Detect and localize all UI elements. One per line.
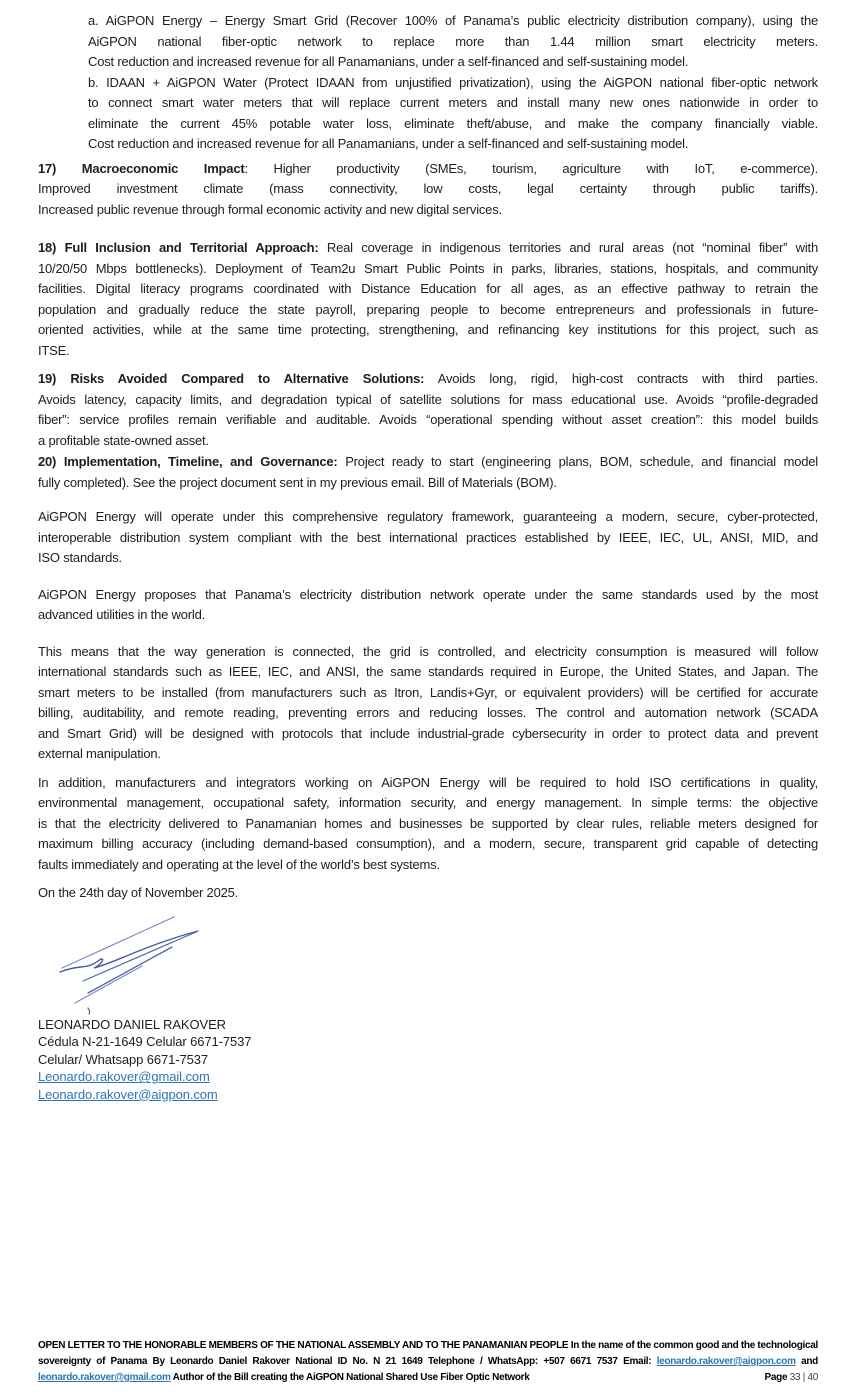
paragraph-international-standards bbox=[38, 642, 818, 765]
paragraph-a-aigpon-energy bbox=[38, 11, 818, 73]
text-line bbox=[38, 834, 818, 855]
text-run: international standards such as IEEE, IEC, and ANSI, the same standards required in Europe, the United States, and Japan. The bbox=[38, 664, 818, 679]
text-line bbox=[38, 528, 818, 549]
text-line bbox=[38, 431, 818, 452]
text-run: oriented activities, while at the same time protecting, strengthening, and refinancing key institutions for this project, such as bbox=[38, 322, 818, 337]
signatory-email-row bbox=[38, 1068, 251, 1085]
footer-text: sovereignty of Panama By Leonardo Daniel Rakover National ID No. N 21 1649 Telephone / WhatsApp: +507 6671 7537 Email: bbox=[38, 1356, 657, 1367]
bold-text-run: 18) Full Inclusion and Territorial Approach: bbox=[38, 240, 319, 255]
paragraph-date-line bbox=[38, 883, 818, 904]
text-run: Cost reduction and increased revenue for all Panamanians, under a self-financed and self-sustaining model. bbox=[88, 54, 689, 69]
text-run: population and gradually reduce the state payroll, preparing people to become entrepreneurs and professionals in future- bbox=[38, 301, 818, 317]
text-line bbox=[38, 724, 818, 745]
paragraph-regulatory-framework bbox=[38, 507, 818, 569]
text-line bbox=[38, 585, 818, 606]
text-line bbox=[38, 773, 818, 794]
footer-left bbox=[38, 1370, 530, 1386]
text-run: billing, auditability, and remote reading, preventing errors and reducing losses. The control and automation network (SCADA bbox=[38, 705, 818, 720]
text-line bbox=[38, 744, 818, 765]
text-line bbox=[38, 703, 818, 724]
paragraph-b-idaan-water bbox=[38, 73, 818, 155]
page-number-label: Page bbox=[764, 1372, 788, 1383]
text-line bbox=[38, 179, 818, 200]
text-run: is that the electricity delivered to Panamanian homes and businesses be supported by clear rules, reliable meters designed for bbox=[38, 815, 818, 831]
text-run: Increased public revenue through formal economic activity and new digital services. bbox=[38, 201, 502, 217]
paragraph-19-risks-avoided bbox=[38, 369, 818, 451]
text-run: This means that the way generation is connected, the grid is controlled, and electricity consumption is measured will follow bbox=[38, 643, 818, 659]
bold-text-run: 20) Implementation, Timeline, and Governance: bbox=[38, 454, 338, 469]
text-line bbox=[88, 93, 818, 114]
footer-line-2 bbox=[38, 1354, 818, 1370]
text-run: On the 24th day of November 2025. bbox=[38, 885, 239, 900]
text-run: to connect smart water meters that will replace current meters and install many new ones nationwide in order to bbox=[88, 95, 818, 110]
footer-line-1: OPEN LETTER TO THE HONORABLE MEMBERS OF THE NATIONAL ASSEMBLY AND TO THE PANAMANIAN PEOPLE In the name of the common good and the technological bbox=[38, 1340, 818, 1351]
text-run: smart meters to be installed (from manufacturers such as Itron, Landis+Gyr, or equivalent providers) will be certified for accurate bbox=[38, 684, 818, 700]
text-run: ISO standards. bbox=[38, 550, 122, 565]
signature-block bbox=[38, 1016, 251, 1103]
text-run: b. IDAAN + AiGPON Water (Protect IDAAN from unjustified privatization), using the AiGPON national fiber-optic network bbox=[88, 74, 818, 90]
text-line bbox=[88, 114, 818, 135]
text-line bbox=[38, 341, 818, 362]
text-run: Real coverage in indigenous territories and rural areas (not “nominal fiber” with bbox=[318, 240, 819, 255]
footer-text: Author of the Bill creating the AiGPON National Shared Use Fiber Optic Network bbox=[170, 1372, 530, 1383]
text-line bbox=[38, 369, 818, 390]
text-run: fiber”: service profiles remain verifiable and auditable. Avoids “operational spending without asset creation”: this model builds bbox=[38, 412, 818, 427]
text-run: environmental management, occupational safety, information security, and energy management. In simple terms: the objective bbox=[38, 795, 818, 810]
signatory-id-line: Cédula N-21-1649 Celular 6671-7537 bbox=[38, 1034, 252, 1050]
paragraph-20-implementation bbox=[38, 452, 818, 493]
text-line bbox=[38, 683, 818, 704]
page-number-value: 33 | 40 bbox=[789, 1372, 818, 1383]
text-line bbox=[38, 507, 818, 528]
text-run: eliminate the current 45% potable water loss, eliminate theft/abuse, and make the company financially viable. bbox=[88, 115, 818, 131]
text-run: fully completed). See the project document sent in my previous email. Bill of Materials (BOM). bbox=[38, 474, 557, 490]
bold-text-run: 19) Risks Avoided Compared to Alternative Solutions: bbox=[38, 371, 425, 386]
text-run: Avoids long, rigid, high-cost contracts with third parties. bbox=[424, 371, 818, 386]
text-run: a profitable state-owned asset. bbox=[38, 432, 209, 448]
text-run: ITSE. bbox=[38, 342, 70, 358]
page-footer bbox=[38, 1338, 818, 1386]
paragraph-proposes-standards bbox=[38, 585, 818, 626]
text-line bbox=[38, 300, 818, 321]
text-line bbox=[38, 200, 818, 221]
text-run: faults immediately and operating at the level of the world’s best systems. bbox=[38, 856, 440, 872]
document-body bbox=[38, 11, 818, 904]
text-run: Improved investment climate (mass connectivity, low costs, legal certainty through public tariffs). bbox=[38, 181, 818, 196]
text-line bbox=[38, 320, 818, 341]
signatory-phone-line: Celular/ Whatsapp 6671-7537 bbox=[38, 1051, 209, 1067]
text-run: AiGPON Energy will operate under this comprehensive regulatory framework, guaranteeing a modern, secure, cyber-protected, bbox=[38, 509, 818, 524]
text-run: Avoids latency, capacity limits, and degradation typical of satellite solutions for mass educational use. Avoids “profile-degraded bbox=[38, 391, 818, 407]
text-run: a. AiGPON Energy – Energy Smart Grid (Recover 100% of Panama’s public electricity distribution company), using the bbox=[88, 13, 818, 28]
text-line bbox=[38, 473, 818, 494]
text-line bbox=[38, 814, 818, 835]
footer-email-link-aigpon[interactable]: leonardo.rakover@aigpon.com bbox=[656, 1356, 796, 1367]
footer-line-3 bbox=[38, 1370, 818, 1386]
text-line bbox=[88, 11, 818, 32]
text-line bbox=[38, 259, 818, 280]
text-line bbox=[38, 793, 818, 814]
page-number bbox=[765, 1370, 819, 1386]
text-run: Project ready to start (engineering plans, BOM, schedule, and financial model bbox=[337, 454, 818, 469]
text-line bbox=[38, 238, 818, 259]
text-run: and Smart Grid) will be designed with protocols that include industrial-grade cybersecurity in order to protect data and prevent bbox=[38, 725, 818, 741]
text-line bbox=[38, 855, 818, 876]
bold-text-run: 17) Macroeconomic Impact bbox=[38, 160, 245, 176]
text-line bbox=[38, 605, 818, 626]
text-run: AiGPON Energy proposes that Panama’s electricity distribution network operate under the same standards used by the most bbox=[38, 586, 818, 602]
text-line bbox=[38, 642, 818, 663]
text-line bbox=[38, 662, 818, 683]
paragraph-17-macroeconomic-impact bbox=[38, 159, 818, 221]
text-run: facilities. Digital literacy programs coordinated with Distance Education for all ages, as an effective pathway to retrain the bbox=[38, 281, 818, 296]
text-line bbox=[88, 52, 818, 73]
text-line bbox=[88, 134, 818, 155]
text-run: 10/20/50 Mbps bottlenecks). Deployment of Team2u Smart Public Points in parks, libraries, stations, hospitals, and community bbox=[38, 260, 818, 276]
email-link-aigpon[interactable]: Leonardo.rakover@aigpon.com bbox=[38, 1086, 218, 1102]
paragraph-iso-certifications bbox=[38, 773, 818, 876]
signatory-email-row bbox=[38, 1086, 251, 1103]
signatory-name: LEONARDO DANIEL RAKOVER bbox=[38, 1017, 226, 1032]
text-run: Cost reduction and increased revenue for all Panamanians, under a self-financed and self-sustaining model. bbox=[88, 136, 689, 151]
text-line bbox=[38, 452, 818, 473]
text-line bbox=[38, 410, 818, 431]
email-link-gmail[interactable]: Leonardo.rakover@gmail.com bbox=[38, 1069, 210, 1085]
text-line bbox=[38, 883, 818, 904]
footer-email-link-gmail[interactable]: leonardo.rakover@gmail.com bbox=[38, 1372, 171, 1383]
text-run: In addition, manufacturers and integrators working on AiGPON Energy will be required to hold ISO certifications in quality, bbox=[38, 774, 818, 790]
text-run: maximum billing accuracy (including demand-based consumption), and a modern, secure, transparent grid capable of detecting bbox=[38, 836, 818, 851]
text-run: : Higher productivity (SMEs, tourism, agriculture with IoT, e-commerce). bbox=[244, 160, 818, 176]
footer-text: and bbox=[795, 1356, 818, 1367]
text-line bbox=[38, 548, 818, 569]
paragraph-18-full-inclusion bbox=[38, 238, 818, 361]
text-line bbox=[88, 32, 818, 53]
text-run: AiGPON national fiber-optic network to replace more than 1.44 million smart electricity meters. bbox=[88, 33, 818, 49]
signature-image bbox=[46, 912, 204, 1016]
text-run: interoperable distribution system compliant with the best international practices established by IEEE, IEC, UL, ANSI, MID, and bbox=[38, 529, 818, 545]
text-line bbox=[38, 390, 818, 411]
text-line bbox=[88, 73, 818, 94]
text-line bbox=[38, 159, 818, 180]
text-run: advanced utilities in the world. bbox=[38, 607, 206, 622]
text-run: external manipulation. bbox=[38, 746, 161, 761]
text-line bbox=[38, 279, 818, 300]
